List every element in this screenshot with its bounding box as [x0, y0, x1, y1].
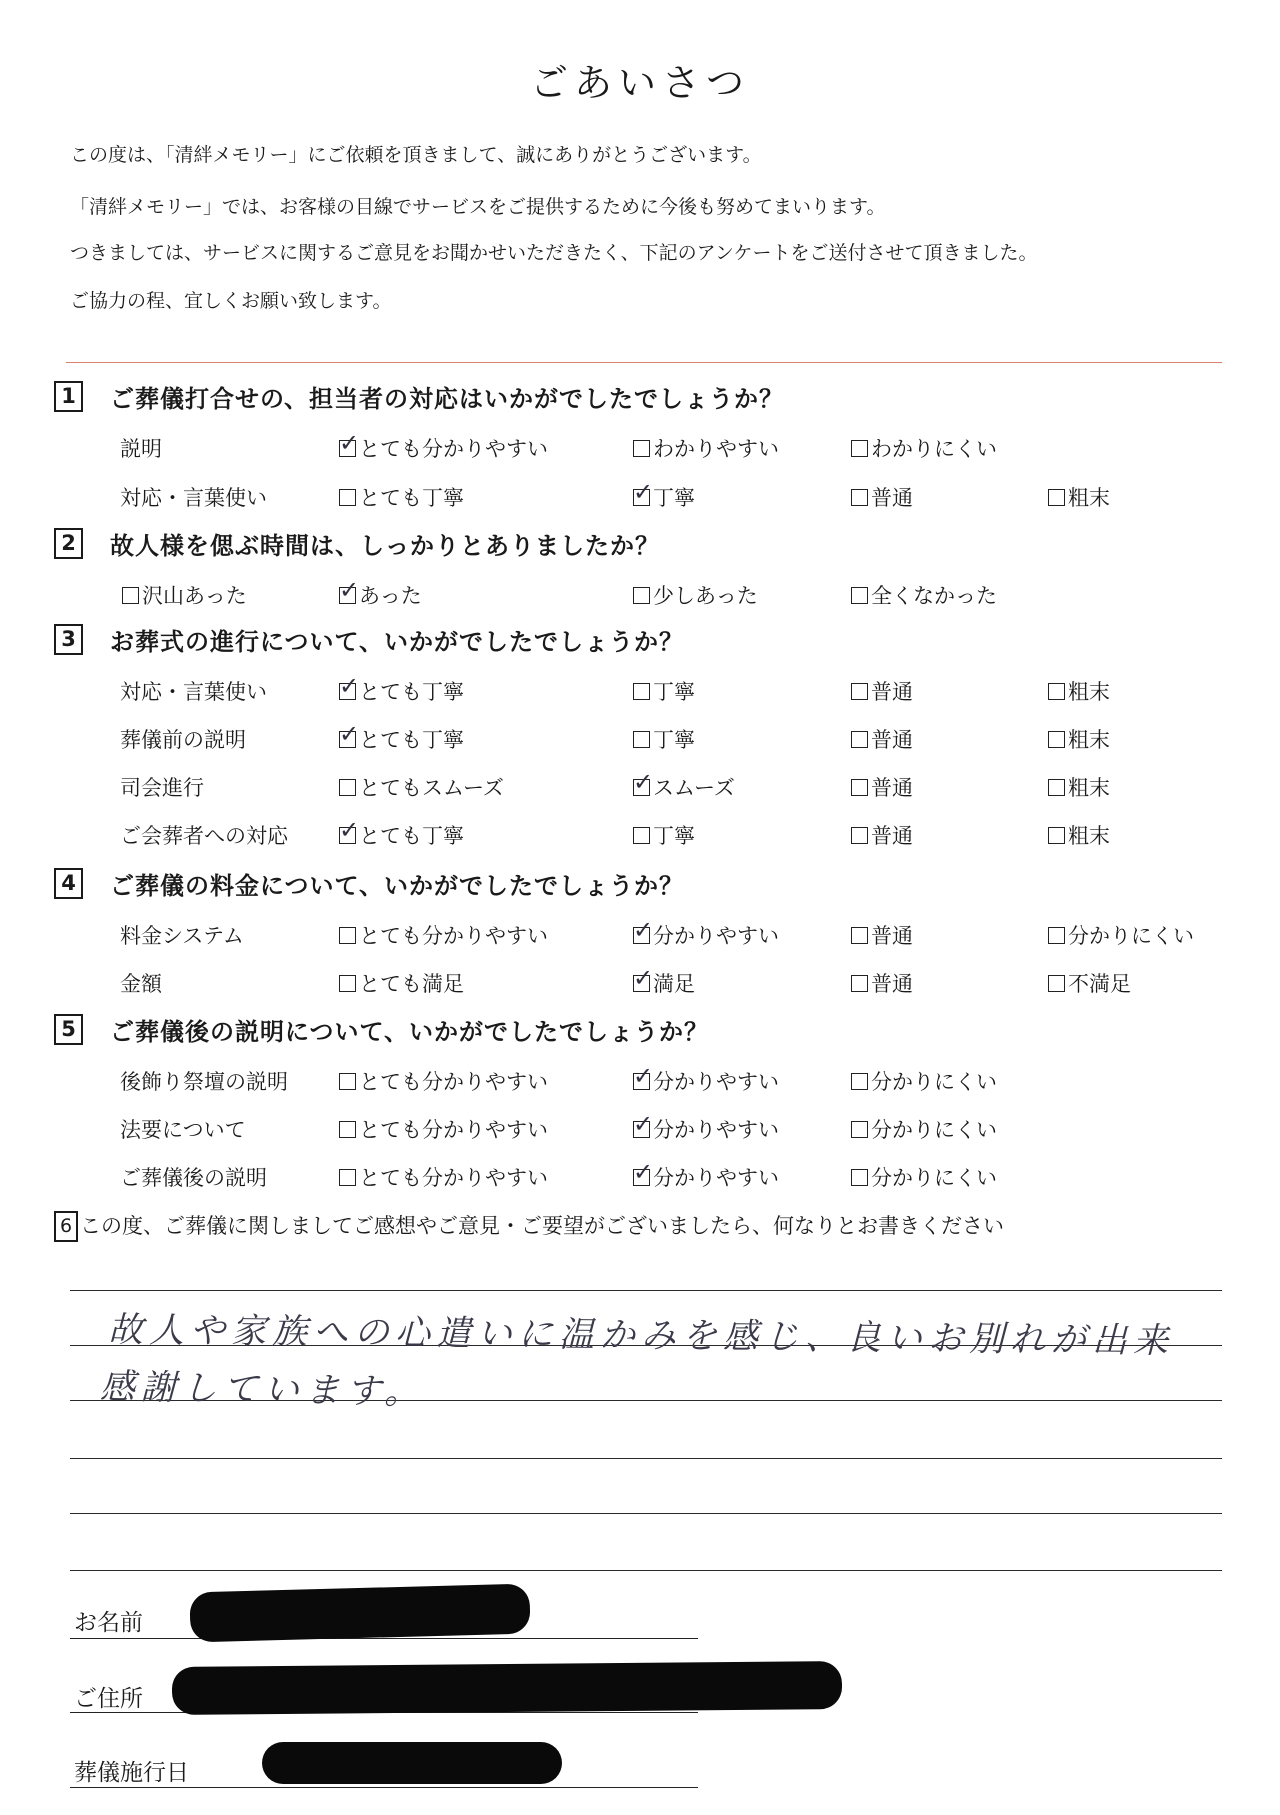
option [1048, 676, 1110, 706]
option [339, 968, 464, 998]
option [851, 920, 913, 950]
option [851, 1114, 997, 1144]
row-label: 司会進行 [120, 776, 204, 800]
option-label: 分かりにくい [1068, 924, 1194, 948]
option [633, 968, 695, 998]
checkbox[interactable] [851, 779, 868, 796]
name-label: お名前 [74, 1610, 143, 1636]
row-label: 対応・言葉使い [120, 680, 267, 704]
option [339, 1066, 548, 1096]
checkbox[interactable] [339, 1121, 356, 1138]
option-label: 粗末 [1068, 680, 1110, 704]
row-label: ご会葬者への対応 [120, 824, 288, 848]
option-label: 普通 [871, 972, 913, 996]
checkbox[interactable] [1048, 827, 1065, 844]
greeting-line-4: ご協力の程、宜しくお願い致します。 [70, 290, 392, 312]
checkbox[interactable] [851, 1169, 868, 1186]
checked-checkbox[interactable] [633, 779, 650, 796]
question-1-text: ご葬儀打合せの、担当者の対応はいかがでしたでしょうか？ [110, 385, 785, 413]
option-label: 丁寧 [653, 728, 695, 752]
option-label: あった [359, 584, 422, 608]
option-label: とても分かりやすい [359, 437, 548, 461]
option-label: とてもスムーズ [359, 776, 504, 800]
option [339, 580, 422, 610]
question-2-text: 故人様を偲ぶ時間は、しっかりとありましたか？ [110, 532, 660, 560]
question-5-text: ご葬儀後の説明について、いかがでしたでしょうか？ [110, 1018, 710, 1046]
question-number-6: 6 [54, 1211, 78, 1242]
option-label: 粗末 [1068, 486, 1110, 510]
option [633, 1114, 779, 1144]
option-label: 不満足 [1068, 972, 1131, 996]
page-title: ごあいさつ [529, 61, 750, 105]
checkbox[interactable] [633, 827, 650, 844]
checked-checkbox[interactable] [633, 1073, 650, 1090]
option-label: とても満足 [359, 972, 464, 996]
option-label: 丁寧 [653, 486, 695, 510]
option-label: 丁寧 [653, 824, 695, 848]
row-label: 料金システム [120, 924, 244, 948]
checked-checkbox[interactable] [633, 1169, 650, 1186]
option-label: とても丁寧 [359, 486, 464, 510]
option [633, 580, 758, 610]
checkbox[interactable] [339, 975, 356, 992]
option-label: 普通 [871, 924, 913, 948]
checked-checkbox[interactable] [339, 683, 356, 700]
option-label: 分かりにくい [871, 1070, 997, 1094]
checked-checkbox[interactable] [339, 587, 356, 604]
checked-checkbox[interactable] [633, 1121, 650, 1138]
option-label: 分かりやすい [653, 1118, 779, 1142]
row-label: 葬儀前の説明 [120, 728, 246, 752]
checkbox[interactable] [339, 779, 356, 796]
option-label: 沢山あった [142, 584, 247, 608]
checkbox[interactable] [851, 1073, 868, 1090]
option [633, 1162, 779, 1192]
date-line [70, 1787, 698, 1788]
checked-checkbox[interactable] [633, 927, 650, 944]
option [851, 580, 997, 610]
option [633, 772, 735, 802]
redaction-mark-address [172, 1661, 842, 1715]
checkbox[interactable] [339, 927, 356, 944]
checkbox[interactable] [1048, 927, 1065, 944]
checkbox[interactable] [851, 440, 868, 457]
question-number-5: 5 [54, 1014, 83, 1045]
option [339, 724, 464, 754]
question-number-3: 3 [54, 624, 83, 655]
writing-line [70, 1513, 1222, 1514]
checked-checkbox[interactable] [339, 440, 356, 457]
option-label: とても丁寧 [359, 824, 464, 848]
checked-checkbox[interactable] [633, 975, 650, 992]
option [633, 1066, 779, 1096]
option [1048, 724, 1110, 754]
checkbox[interactable] [851, 587, 868, 604]
option-label: 普通 [871, 486, 913, 510]
question-6-text: この度、ご葬儀に関しましてご感想やご意見・ご要望がございましたら、何なりとお書きください [80, 1214, 1004, 1238]
option [633, 724, 695, 754]
option [339, 676, 464, 706]
writing-line [70, 1290, 1222, 1291]
checked-checkbox[interactable] [339, 827, 356, 844]
checkbox[interactable] [1048, 683, 1065, 700]
checked-checkbox[interactable] [339, 731, 356, 748]
option-label: 満足 [653, 972, 695, 996]
checkbox[interactable] [339, 1169, 356, 1186]
option [633, 820, 695, 850]
handwritten-comment-line-1: 故人や家族への心遣いに温かみを感じ、良いお別れが出来 [107, 1310, 1175, 1362]
date-label: 葬儀施行日 [74, 1760, 189, 1786]
option [633, 676, 695, 706]
option-label: 分かりやすい [653, 1166, 779, 1190]
checkbox[interactable] [122, 587, 139, 604]
checkbox[interactable] [851, 731, 868, 748]
option [851, 968, 913, 998]
option-label: とても丁寧 [359, 728, 464, 752]
question-3-text: お葬式の進行について、いかがでしたでしょうか？ [110, 628, 685, 656]
greeting-line-1: この度は、「清絆メモリー」にご依頼を頂きまして、誠にありがとうございます。 [70, 144, 762, 166]
option [1048, 968, 1131, 998]
row-label: 後飾り祭壇の説明 [120, 1070, 288, 1094]
option [339, 433, 548, 463]
name-line [70, 1638, 698, 1639]
row-label: 法要について [120, 1118, 246, 1142]
option [339, 772, 504, 802]
checkbox[interactable] [633, 440, 650, 457]
option-label: 分かりにくい [871, 1118, 997, 1142]
option-label: 粗末 [1068, 776, 1110, 800]
option [851, 433, 997, 463]
address-label: ご住所 [74, 1686, 143, 1712]
greeting-line-2: 「清絆メモリー」では、お客様の目線でサービスをご提供するために今後も努めてまいります。 [70, 196, 886, 218]
option-label: スムーズ [653, 776, 735, 800]
option [1048, 482, 1110, 512]
option-label: とても分かりやすい [359, 1070, 548, 1094]
checked-checkbox[interactable] [633, 489, 650, 506]
option [633, 920, 779, 950]
option [339, 1162, 548, 1192]
option [851, 1066, 997, 1096]
option-label: 普通 [871, 728, 913, 752]
checkbox[interactable] [851, 683, 868, 700]
checkbox[interactable] [1048, 975, 1065, 992]
option [339, 1114, 548, 1144]
checkbox[interactable] [851, 1121, 868, 1138]
writing-line [70, 1570, 1222, 1571]
redaction-mark-name [189, 1584, 530, 1643]
option-label: 分かりやすい [653, 1070, 779, 1094]
divider [66, 362, 1222, 363]
option [339, 820, 464, 850]
writing-line [70, 1458, 1222, 1459]
option-label: 分かりにくい [871, 1166, 997, 1190]
option [851, 820, 913, 850]
checkbox[interactable] [633, 731, 650, 748]
option [1048, 820, 1110, 850]
option-label: とても分かりやすい [359, 1118, 548, 1142]
checkbox[interactable] [851, 827, 868, 844]
question-number-2: 2 [54, 528, 83, 559]
greeting-line-3: つきましては、サービスに関するご意見をお聞かせいただきたく、下記のアンケートをご送付させて頂きました。 [70, 242, 1038, 264]
option-label: 粗末 [1068, 728, 1110, 752]
option [1048, 772, 1110, 802]
option-label: とても分かりやすい [359, 924, 548, 948]
checkbox[interactable] [633, 683, 650, 700]
checkbox[interactable] [1048, 731, 1065, 748]
checkbox[interactable] [1048, 489, 1065, 506]
option [851, 772, 913, 802]
row-label: 説明 [120, 437, 162, 461]
row-label: 金額 [120, 972, 162, 996]
option [339, 920, 548, 950]
option-label: 粗末 [1068, 824, 1110, 848]
option-label: 全くなかった [871, 584, 997, 608]
checkbox[interactable] [851, 975, 868, 992]
question-number-4: 4 [54, 868, 83, 899]
option-label: とても分かりやすい [359, 1166, 548, 1190]
option-label: 普通 [871, 680, 913, 704]
row-label: 対応・言葉使い [120, 486, 267, 510]
option [851, 482, 913, 512]
option [633, 433, 779, 463]
option-label: とても丁寧 [359, 680, 464, 704]
checkbox[interactable] [339, 489, 356, 506]
option-label: 普通 [871, 824, 913, 848]
checkbox[interactable] [633, 587, 650, 604]
option [851, 676, 913, 706]
option [633, 482, 695, 512]
checkbox[interactable] [1048, 779, 1065, 796]
option-label: 丁寧 [653, 680, 695, 704]
option [851, 1162, 997, 1192]
option [122, 580, 247, 610]
option-label: 少しあった [653, 584, 758, 608]
checkbox[interactable] [851, 489, 868, 506]
option [1048, 920, 1194, 950]
redaction-mark-date [262, 1742, 562, 1784]
option-label: 普通 [871, 776, 913, 800]
option-label: 分かりやすい [653, 924, 779, 948]
checkbox[interactable] [339, 1073, 356, 1090]
question-4-text: ご葬儀の料金について、いかがでしたでしょうか？ [110, 872, 685, 900]
option-label: わかりにくい [871, 437, 997, 461]
option-label: わかりやすい [653, 437, 779, 461]
option [851, 724, 913, 754]
row-label: ご葬儀後の説明 [120, 1166, 267, 1190]
option [339, 482, 464, 512]
question-number-1: 1 [54, 381, 83, 412]
checkbox[interactable] [851, 927, 868, 944]
handwritten-comment-line-2: 感謝しています。 [99, 1367, 426, 1413]
